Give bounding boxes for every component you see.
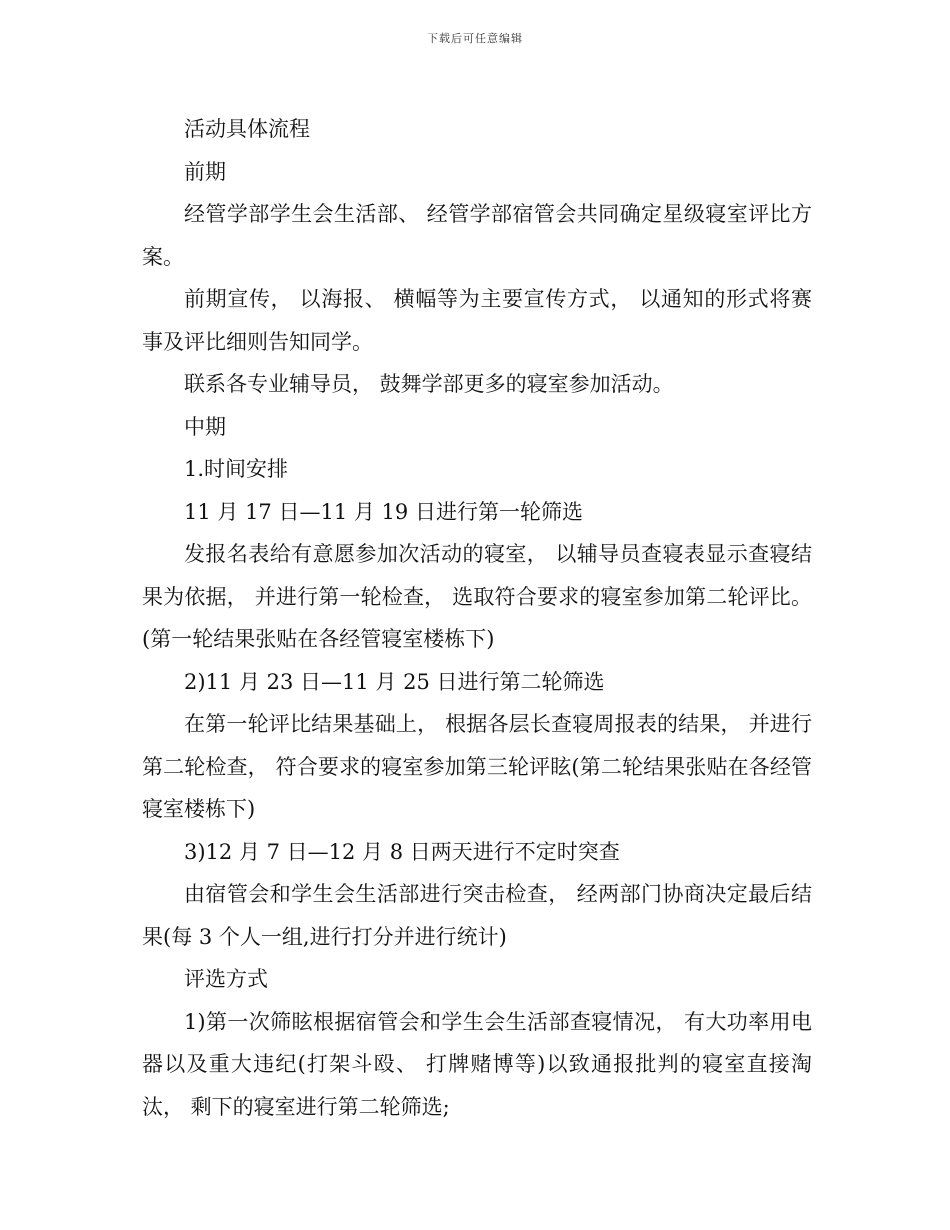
paragraph: 发报名表给有意愿参加次活动的寝室， 以辅导员查寝表显示查寝结果为依据， 并进行第一轮检查， 选取符合要求的寝室参加第二轮评比。(第一轮结果张贴在各经管寝室楼栋下) <box>142 542 812 651</box>
subsection-heading: 评选方式 <box>184 967 268 991</box>
paragraph: 在第一轮评比结果基础上， 根据各层长查寝周报表的结果， 并进行第二轮检查， 符合要求的寝室参加第三轮评眩(第二轮结果张贴在各经管寝室楼栋下) <box>142 712 812 821</box>
subsection-heading: 前期 <box>184 159 226 184</box>
schedule-item: 3)12 月 7 日—12 月 8 日两天进行不定时突查 <box>184 839 620 864</box>
section-title: 活动具体流程 <box>184 117 310 141</box>
list-heading: 1.时间安排 <box>184 457 289 481</box>
paragraph: 由宿管会和学生会生活部进行突击检查， 经两部门协商决定最后结果(每 3 个人一组,进行打分并进行统计) <box>142 882 812 949</box>
subsection-heading: 中期 <box>184 414 226 439</box>
paragraph: 经管学部学生会生活部、 经管学部宿管会共同确定星级寝室评比方案。 <box>142 202 812 269</box>
paragraph: 前期宣传， 以海报、 横幅等为主要宣传方式， 以通知的形式将赛事及评比细则告知同学。 <box>142 287 812 354</box>
schedule-item: 2)11 月 23 日—11 月 25 日进行第二轮筛选 <box>184 669 605 694</box>
schedule-item: 11 月 17 日—11 月 19 日进行第一轮筛选 <box>184 499 583 524</box>
document-body <box>142 108 812 1128</box>
paragraph: 联系各专业辅导员， 鼓舞学部更多的寝室参加活动。 <box>184 372 674 396</box>
page-header: 下载后可任意编辑 <box>427 32 523 45</box>
paragraph: 1)第一次筛眩根据宿管会和学生会生活部查寝情况， 有大功率用电器以及重大违纪(打架斗殴、 打牌赌博等)以致通报批判的寝室直接淘汰， 剩下的寝室进行第二轮筛选; <box>142 1009 812 1119</box>
